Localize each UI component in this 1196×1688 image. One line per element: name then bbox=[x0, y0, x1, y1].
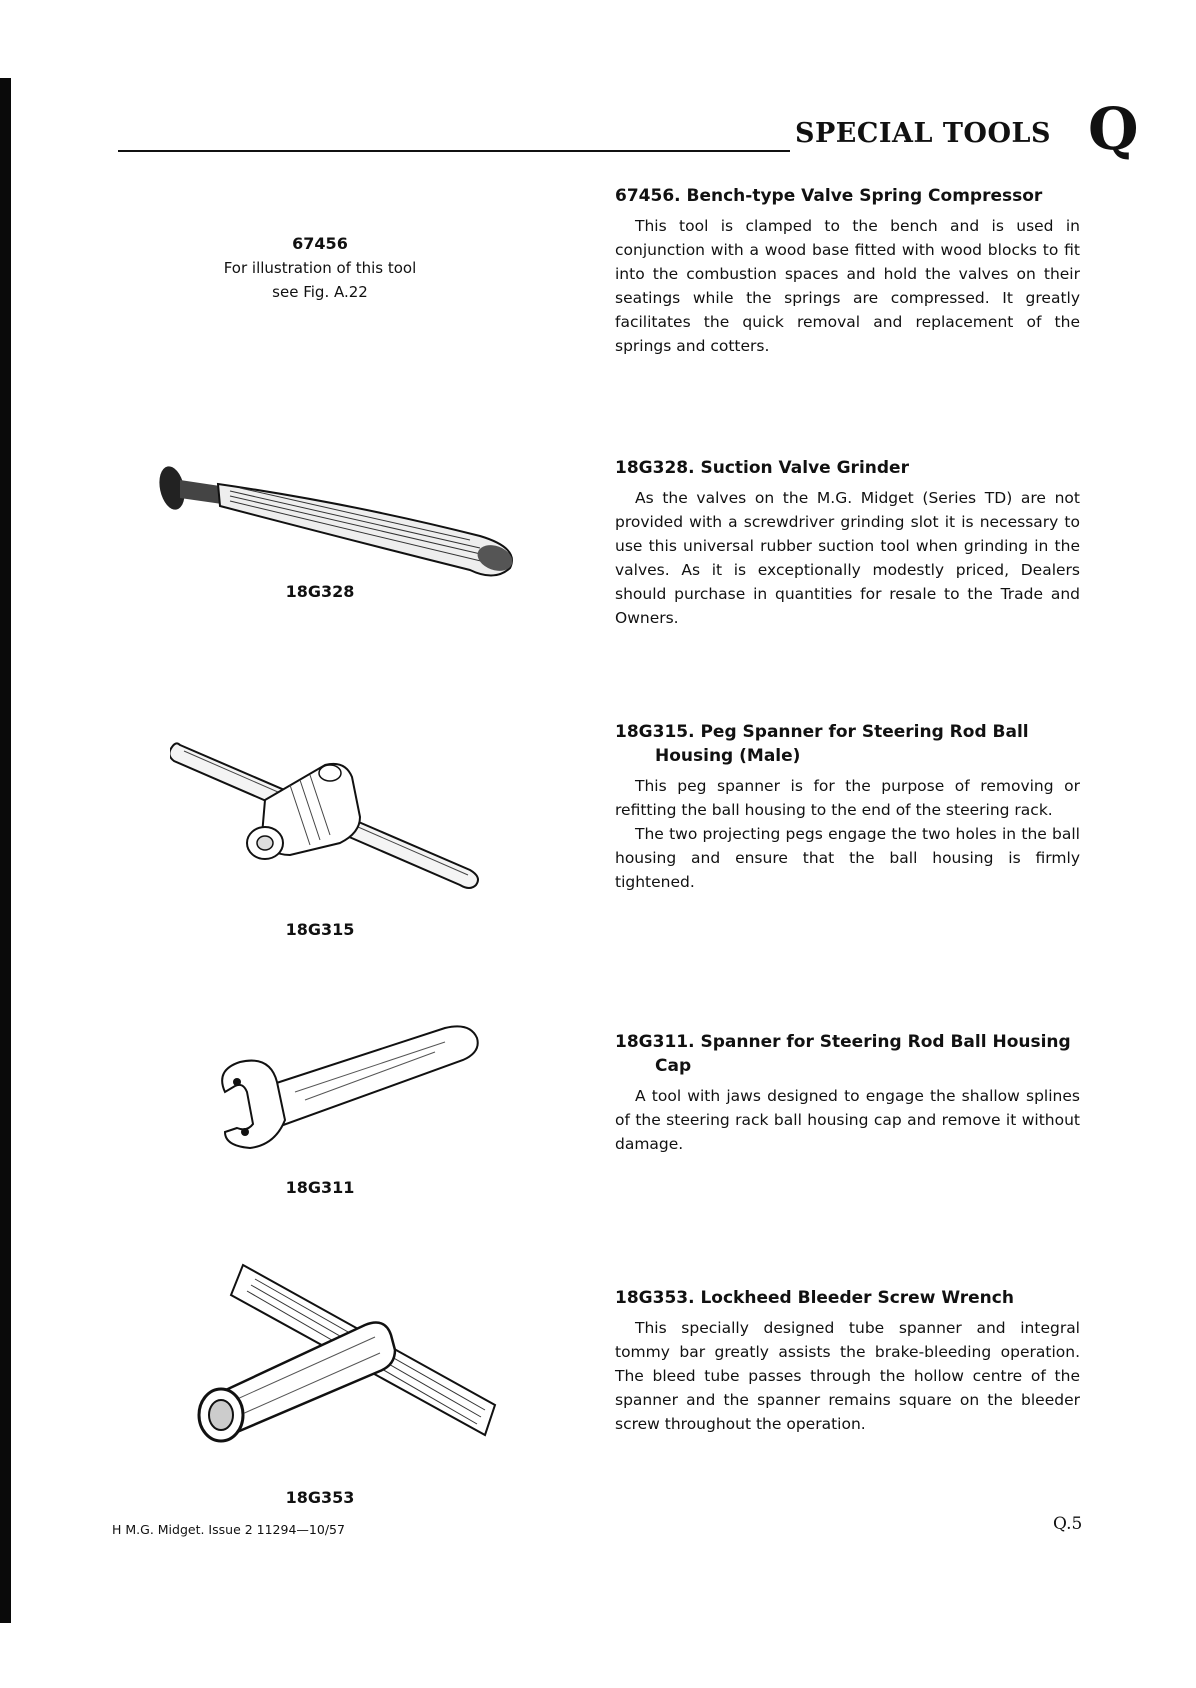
bleeder-wrench-illustration bbox=[195, 1255, 505, 1455]
tool-entry-18G315 bbox=[615, 720, 1080, 894]
caption-code: 18G353 bbox=[285, 1488, 355, 1507]
tool-entry-18G311 bbox=[615, 1030, 1080, 1156]
suction-valve-grinder-illustration bbox=[150, 458, 530, 588]
tool-entry-18G353 bbox=[615, 1286, 1080, 1436]
entry-title-line: Cap bbox=[655, 1056, 692, 1076]
entry-title-line: 18G315. Peg Spanner for Steering Rod Ball bbox=[615, 722, 1029, 742]
footer-publication: H M.G. Midget. Issue 2 11294—10/57 bbox=[112, 1522, 345, 1537]
entry-paragraph: This tool is clamped to the bench and is used in conjunction with a wood base fitted with wood blocks to fit into the combustion spaces and hold the valves on their seatings while the springs are compressed. It greatly facilitates the quick removal and replacement of the springs and cotters. bbox=[615, 217, 1080, 355]
tool-caption-18G311 bbox=[150, 1176, 490, 1200]
caption-code: 18G328 bbox=[285, 582, 355, 601]
caption-code: 18G311 bbox=[285, 1178, 355, 1197]
entry-title bbox=[615, 720, 1080, 768]
caption-code: 67456 bbox=[292, 234, 348, 253]
entry-title: 18G328. Suction Valve Grinder bbox=[615, 458, 909, 478]
caption-note-line: For illustration of this tool bbox=[223, 259, 417, 277]
entry-title-line: 18G311. Spanner for Steering Rod Ball Housing bbox=[615, 1032, 1071, 1052]
entry-paragraph: As the valves on the M.G. Midget (Series TD) are not provided with a screwdriver grinding slot it is necessary to use this universal rubber suction tool when grinding in the valves. As it is exceptionally modestly priced, Dealers should purchase in quantities for resale to the Trade and Owners. bbox=[615, 489, 1080, 627]
caption-code: 18G315 bbox=[285, 920, 355, 939]
header-rule bbox=[118, 150, 790, 152]
section-letter: Q bbox=[1088, 95, 1139, 163]
entry-title-line: Housing (Male) bbox=[655, 746, 801, 766]
tool-entry-67456 bbox=[615, 184, 1080, 358]
tool-caption-18G353 bbox=[150, 1486, 490, 1510]
entry-paragraph: This peg spanner is for the purpose of removing or refitting the ball housing to the end of the steering rack. bbox=[615, 777, 1080, 819]
binding-edge bbox=[0, 78, 11, 1623]
steering-cap-spanner-illustration bbox=[195, 1020, 495, 1160]
entry-paragraph: The two projecting pegs engage the two holes in the ball housing and ensure that the ball housing is firmly tightened. bbox=[615, 825, 1080, 891]
entry-paragraph: A tool with jaws designed to engage the shallow splines of the steering rack ball housing cap and remove it without damage. bbox=[615, 1087, 1080, 1153]
entry-title: 18G353. Lockheed Bleeder Screw Wrench bbox=[615, 1288, 1014, 1308]
page-title: SPECIAL TOOLS bbox=[795, 118, 1051, 149]
entry-title: 67456. Bench-type Valve Spring Compressor bbox=[615, 186, 1043, 206]
tool-entry-18G328 bbox=[615, 456, 1080, 630]
entry-paragraph: This specially designed tube spanner and integral tommy bar greatly assists the brake-bleeding operation. The bleed tube passes through the hollow centre of the spanner and the spanner remains square on the bleeder screw throughout the operation. bbox=[615, 1319, 1080, 1433]
caption-note-line: see Fig. A.22 bbox=[272, 283, 368, 301]
peg-spanner-illustration bbox=[170, 725, 510, 895]
entry-title bbox=[615, 1030, 1080, 1078]
tool-caption-67456 bbox=[150, 232, 490, 304]
tool-caption-18G328 bbox=[150, 580, 490, 604]
page-number: Q.5 bbox=[1053, 1514, 1083, 1534]
tool-caption-18G315 bbox=[150, 918, 490, 942]
